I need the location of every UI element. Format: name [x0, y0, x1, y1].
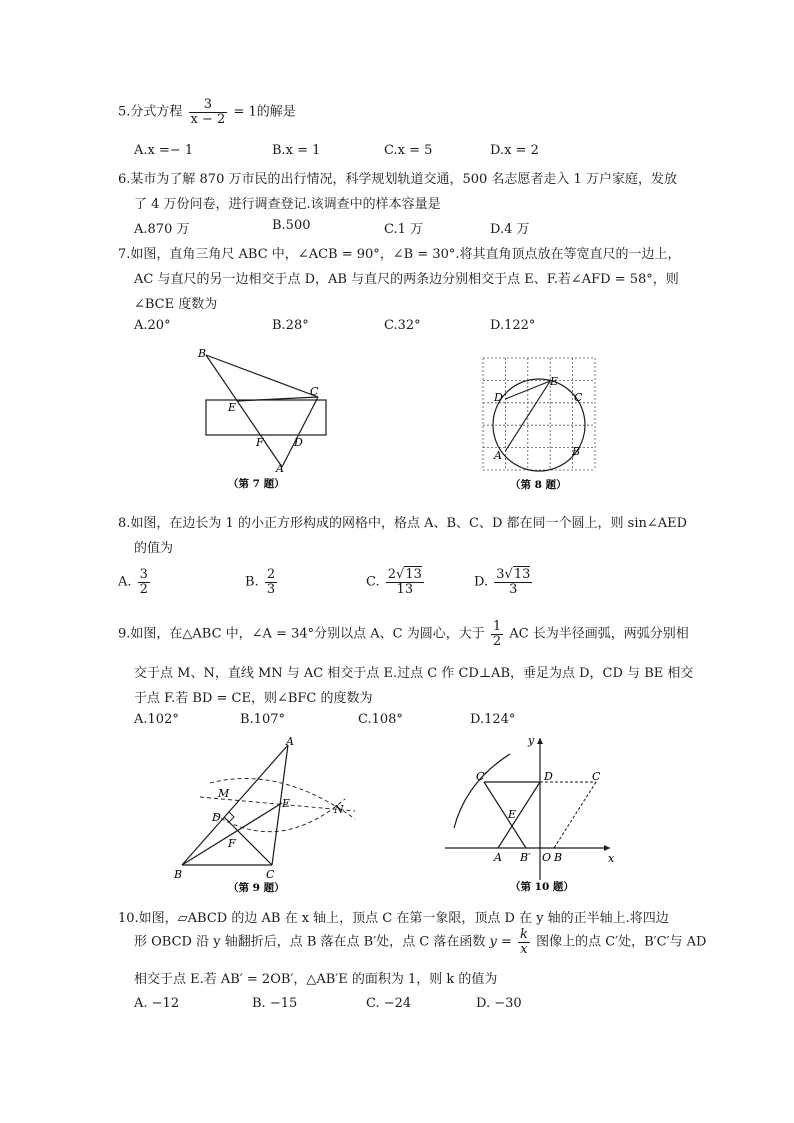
fig7-label-f: F [256, 436, 264, 449]
q7-line3: ∠BCE 度数为 [134, 297, 218, 312]
q9-line1 [118, 620, 689, 648]
fig10-hyperbola [454, 754, 510, 828]
fig10-caption: （第 10 题） [510, 881, 574, 893]
q10-func-den: x [520, 941, 528, 957]
q8-option-a-num: 3 [139, 567, 148, 582]
q10-line2-b: 图像上的点 C′处，B′C′与 AD [536, 934, 707, 950]
q8-option-b-frac [265, 568, 277, 596]
q9-option-c: C.108° [358, 712, 403, 727]
q9-option-b: B.107° [240, 712, 285, 727]
q8-option-a-letter: A. [118, 574, 132, 590]
fig10-label-e: E [508, 808, 517, 821]
q6-line2: 了 4 万份问卷，进行调查登记.该调查中的样本容量是 [134, 197, 441, 212]
q8-option-a-frac [138, 568, 150, 596]
fig10-label-x: x [608, 852, 615, 865]
q8-option-d-coef: 3 [496, 567, 505, 582]
q5-option-d: D.x = 2 [490, 143, 539, 158]
fig7-label-e: E [228, 401, 237, 414]
q10-line2 [134, 928, 706, 956]
fig10-x-arrow-icon [604, 845, 610, 851]
q7-line2: AC 与直尺的另一边相交于点 D，AB 与直尺的两条边分别相交于点 E、F.若∠AFD = 58°，则 [134, 272, 679, 287]
q8-option-b-den: 3 [266, 581, 276, 597]
fig9-label-a: A [286, 735, 294, 748]
q8-option-c-letter: C. [366, 574, 380, 590]
fig7-label-b: B [198, 347, 207, 360]
q9-line2: 交于点 M、N，直线 MN 与 AC 相交于点 E.过点 C 作 CD⊥AB，垂足为点 D，CD 与 BE 相交 [134, 666, 694, 681]
q7-option-c: C.32° [384, 318, 421, 333]
q8-option-d-letter: D. [474, 574, 489, 590]
fig10-label-b: B [554, 851, 563, 864]
q10-option-d: D. −30 [476, 996, 522, 1011]
q7-option-b: B.28° [272, 318, 309, 333]
q8-option-c-den: 13 [396, 581, 414, 597]
fig10-label-o: O [542, 851, 552, 864]
q8-option-c [366, 568, 426, 596]
fig9-label-n: N [334, 803, 344, 816]
fig7-side-bc [206, 355, 318, 397]
q9-option-d: D.124° [470, 712, 516, 727]
fig10-label-y: y [528, 734, 535, 747]
q9-line1-b: AC 长为半径画弧，两弧分别相 [509, 626, 689, 642]
q9-option-a: A.102° [134, 712, 179, 727]
q10-option-a: A. −12 [134, 996, 180, 1011]
fig7-label-a: A [276, 462, 284, 475]
fig10-label-c: C [592, 770, 601, 783]
q5-fraction [189, 98, 228, 126]
fig8-label-a: A [494, 449, 502, 462]
q5-prefix: 5.分式方程 [118, 104, 183, 120]
q5-option-c: C.x = 5 [384, 143, 433, 158]
q8-option-d-frac: $\frac{3√13}{3}$ [496, 567, 531, 597]
q6-option-b: B.500 [272, 218, 311, 233]
q5-stem [118, 98, 296, 126]
fig10-y-arrow-icon [537, 738, 543, 744]
fig9-label-e: E [282, 797, 291, 810]
q8-option-b [245, 568, 279, 596]
q5-frac-num: 3 [189, 98, 228, 113]
figure-9 [170, 735, 370, 895]
fig9-label-m: M [218, 787, 230, 800]
figure-10 [440, 730, 630, 895]
q8-option-a [118, 568, 152, 596]
q7-option-a: A.20° [134, 318, 171, 333]
q9-line3: 于点 F.若 BD = CE，则∠BFC 的度数为 [134, 691, 373, 706]
q10-func-lhs: y = [489, 934, 512, 950]
q10-line3: 相交于点 E.若 AB′ = 2OB′，△AB′E 的面积为 1，则 k 的值为 [134, 972, 498, 987]
q6-option-a: A.870 万 [134, 222, 190, 237]
q10-option-b: B. −15 [252, 996, 298, 1011]
q5-suffix: = 1的解是 [233, 104, 296, 120]
fig8-caption: （第 8 题） [510, 479, 567, 491]
fig10-label-a: A [494, 851, 502, 864]
fig7-caption: （第 7 题） [228, 478, 285, 490]
q8-option-c-coef: 2 [387, 567, 397, 582]
q10-func-num: k [520, 927, 528, 942]
q7-line1: 7.如图，直角三角尺 ABC 中，∠ACB = 90°，∠B = 30°.将其直角顶点放在等宽直尺的一边上， [118, 247, 681, 262]
q10-option-c: C. −24 [366, 996, 412, 1011]
q8-option-d-radicand: 13 [513, 567, 531, 582]
fig8-label-b: B [572, 445, 581, 458]
q8-option-d-den: 3 [509, 581, 518, 597]
q8-option-d [474, 568, 534, 596]
fig9-label-f: F [228, 837, 236, 850]
q9-half-den: 2 [492, 633, 502, 649]
fig8-label-c: C [574, 391, 583, 404]
q8-option-c-radicand: 13 [405, 567, 422, 582]
fig9-label-d: D [212, 811, 221, 824]
fig10-seg-cb [554, 782, 596, 848]
q8-option-c-frac: $\frac{2√13}{13}$ [387, 567, 422, 597]
q10-line1: 10.如图，▱ABCD 的边 AB 在 x 轴上，顶点 C 在第一象限，顶点 D 在 y 轴的正半轴上.将四边 [118, 911, 669, 926]
q5-frac-den: x − 2 [190, 111, 226, 127]
q6-line1: 6.某市为了解 870 万市民的出行情况，科学规划轨道交通，500 名志愿者走入 1 万户家庭，发放 [118, 172, 677, 187]
fig10-label-b-prime: B′ [520, 851, 531, 864]
q6-option-c: C.1 万 [384, 222, 424, 237]
fig8-label-d: D [494, 391, 503, 404]
q9-half-frac [491, 620, 503, 648]
q5-option-b: B.x = 1 [272, 143, 321, 158]
figure-7 [190, 345, 350, 495]
fig10-label-c-prime: C′ [476, 770, 487, 783]
fig7-side-ba [206, 355, 282, 467]
fig9-caption: （第 9 题） [228, 882, 285, 894]
fig7-label-c: C [310, 385, 319, 398]
q10-line2-a: 形 OBCD 沿 y 轴翻折后，点 B 落在点 B′处，点 C 落在函数 [134, 934, 486, 950]
fig10-label-d: D [544, 770, 553, 783]
q10-func-frac [518, 928, 530, 956]
fig9-label-c: C [266, 868, 275, 881]
fig8-label-e: E [550, 375, 559, 388]
q6-option-d: D.4 万 [490, 222, 530, 237]
q7-option-d: D.122° [490, 318, 536, 333]
fig9-label-b: B [174, 868, 183, 881]
fig7-label-d: D [294, 436, 303, 449]
fig9-right-angle [229, 812, 234, 822]
fig7-side-ca [282, 397, 318, 467]
q8-option-b-num: 2 [266, 567, 276, 582]
figure-8 [480, 355, 600, 495]
q8-option-b-letter: B. [245, 574, 259, 590]
q8-line1: 8.如图，在边长为 1 的小正方形构成的网格中，格点 A、B、C、D 都在同一个圆上，则 sin∠AED [118, 516, 688, 531]
q8-line2: 的值为 [134, 541, 174, 556]
fig9-segment-be [182, 803, 282, 865]
q5-option-a: A.x =− 1 [134, 143, 194, 158]
q9-line1-a: 9.如图，在△ABC 中，∠A = 34°分别以点 A、C 为圆心，大于 [118, 626, 485, 642]
q8-option-a-den: 2 [139, 581, 148, 597]
q9-half-num: 1 [492, 619, 502, 634]
